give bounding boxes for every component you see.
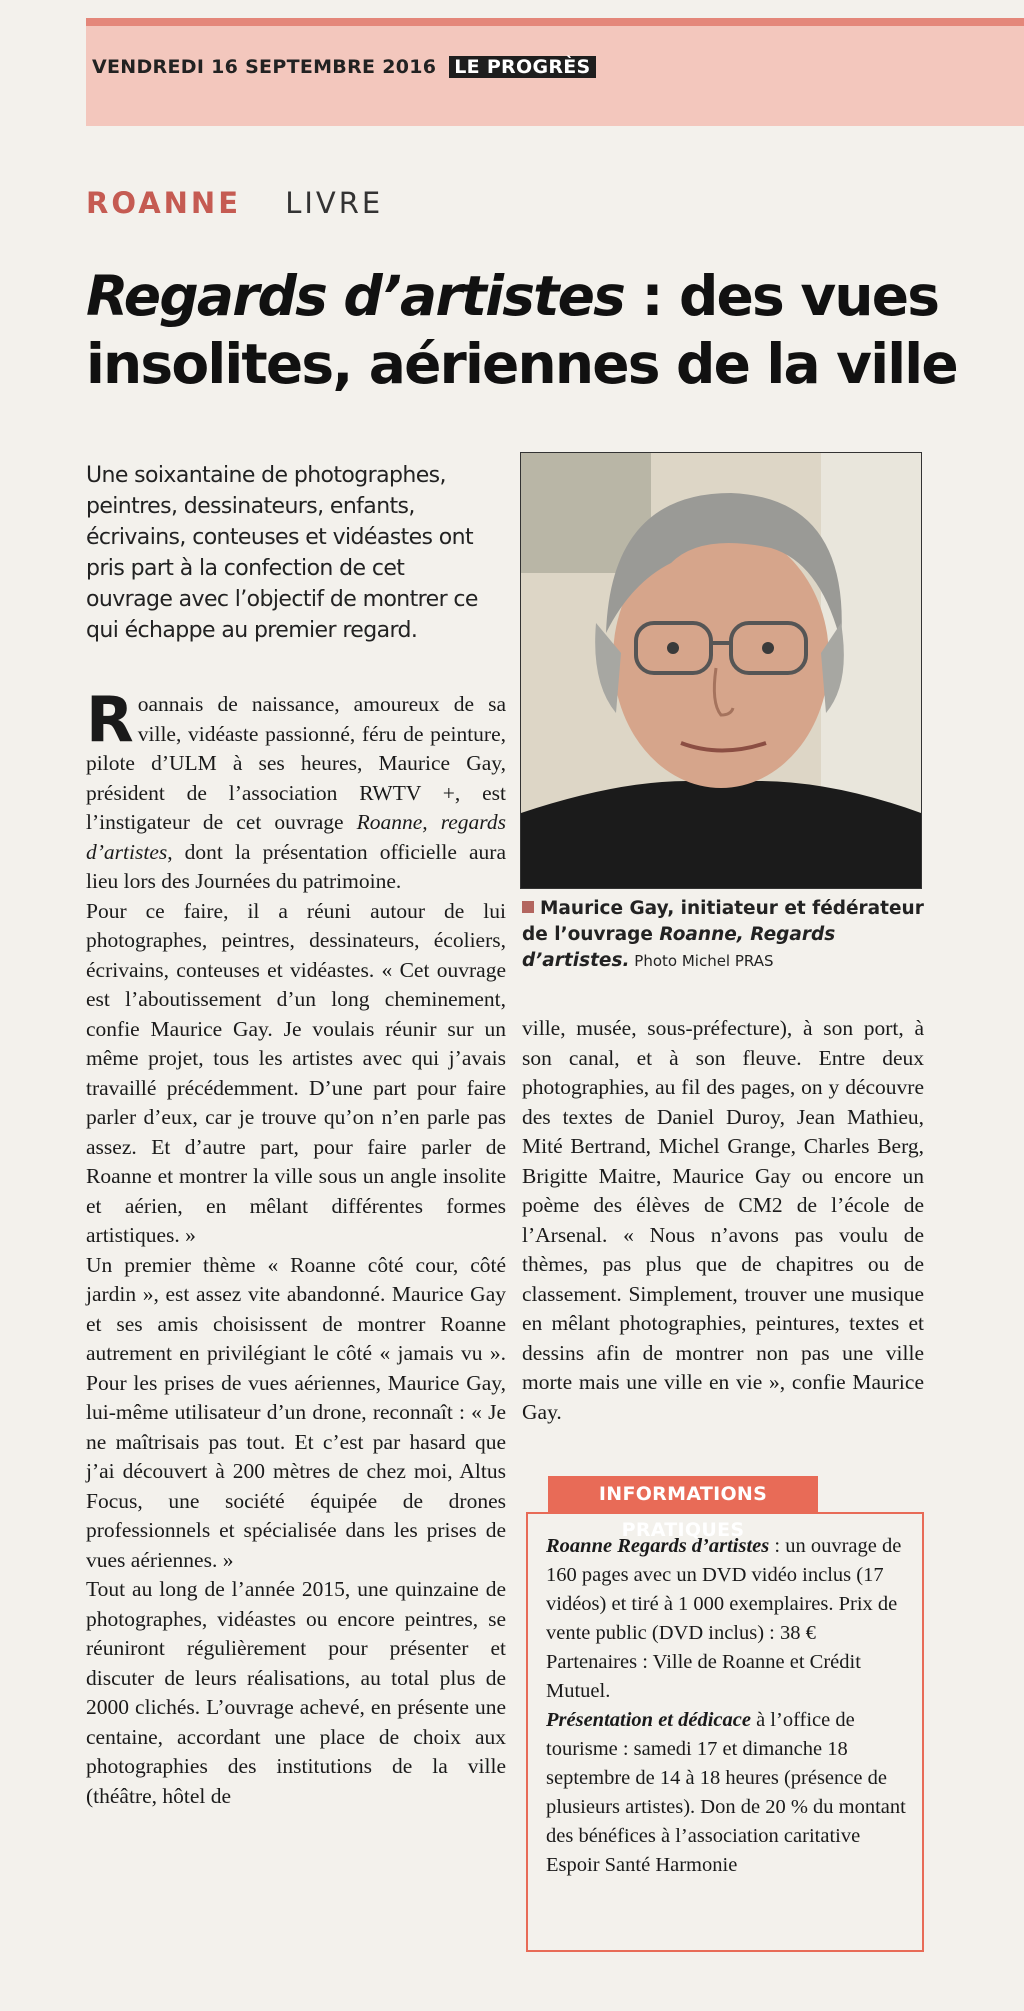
p1-text-end: , dont la présentation officielle aura lieu lors des Journées du patrimoine. (86, 839, 506, 893)
paragraph-2: Pour ce faire, il a réuni autour de lui photographes, peintres, dessinateurs, écoliers, écrivains, conteuses et vidéastes. « Cet ouvrage est l’aboutissement d’un long cheminement, confie Maurice Gay. Je voulais réunir sur un même projet, tous les artistes avec qui j’avais travaillé précédemment. D’une part pour faire parler d’eux, car je trouve qu’on n’en parle pas assez. Et d’autre part, pour faire parler de Roanne et montrer la ville sous un angle insolite et aérien, en mêlant différentes formes artistiques. » (86, 898, 506, 1247)
section-label (86, 186, 383, 220)
section-city: ROANNE (86, 186, 241, 220)
caption-text: Maurice Gay, initiateur et fédérateur de l’ouvrage (522, 898, 924, 945)
photo-credit: Photo Michel PRAS (629, 952, 774, 970)
article-body-left (86, 683, 506, 1811)
paragraph-1 (86, 683, 506, 897)
info-box-tab: INFORMATIONS PRATIQUES (548, 1476, 818, 1512)
info-details: : un ouvrage de 160 pages avec un DVD vidéo inclus (17 vidéos) et tiré à 1 000 exemplaires. Prix de vente public (DVD inclus) : 38 € Partenaires : Ville de Roanne et Crédit Mutuel. (546, 1535, 902, 1702)
dropcap: R (86, 683, 134, 756)
info-event-details: à l’office de tourisme : samedi 17 et dimanche 18 septembre de 14 à 18 heures (présence de plusieurs artistes). Don de 20 % du montant des bénéfices à l’association caritative Espoir Santé Harmonie (546, 1709, 906, 1876)
info-box-text (546, 1532, 908, 1880)
paragraph-5: ville, musée, sous-préfecture), à son port, à son canal, et à son fleuve. Entre deux photographies, au fil des pages, on y découvre des textes de Daniel Duroy, Jean Mathieu, Mité Bertrand, Michel Grange, Charles Berg, Brigitte Maitre, Maurice Gay ou encore un poème des élèves de CM2 de l’école de l’Arsenal. « Nous n’avons pas voulu de thèmes, pas plus que de chapitres ou de classement. Simplement, trouver une musique en mêlant photographies, peintures, textes et dessins afin de montrer non pas une ville morte mais une ville en vie », confie Maurice Gay. (522, 1016, 924, 1424)
article-lead: Une soixantaine de photographes, peintres, dessinateurs, enfants, écrivains, conteuses et vidéastes ont pris part à la confection de cet ouvrage avec l’objectif de montrer ce qui échappe au premier regard. (86, 463, 478, 643)
info-line-2 (546, 1706, 908, 1880)
paragraph-4: Tout au long de l’année 2015, une quinzaine de photographes, vidéastes ou encore peintres, se réuniront régulièrement pour présenter et discuter de leurs réalisations, au total plus de 2000 clichés. L’ouvrage achevé, en présente une centaine, accordant une place de choix aux photographies des institutions de la ville (théâtre, hôtel de (86, 1577, 506, 1808)
p1-text: oannais de naissance, amoureux de sa ville, vidéaste passionné, féru de peinture, pilote d’ULM à ses heures, Maurice Gay, président de l’association RWTV +, est l’instigateur de cet ouvrage (86, 692, 506, 834)
portrait-photo (520, 452, 922, 889)
caption-bullet (522, 901, 534, 913)
page-header (92, 56, 596, 78)
section-topic: LIVRE (285, 186, 384, 220)
newspaper-masthead: LE PROGRÈS (449, 56, 595, 78)
header-date: VENDREDI 16 SEPTEMBRE 2016 (92, 56, 437, 78)
info-line-1 (546, 1532, 908, 1706)
headline-italic: Regards d’artistes (86, 264, 625, 328)
book-title: Roanne, regards d’artistes (86, 810, 506, 864)
caption-title: Roanne, Regards d’artistes. (522, 924, 836, 971)
article-body-right (522, 1014, 924, 1427)
photo-caption (522, 896, 942, 974)
headline-rest: : des vues insolites, aériennes de la ville (86, 264, 957, 396)
info-book-title: Roanne Regards d’artistes (546, 1535, 770, 1557)
portrait-illustration (521, 453, 921, 888)
headline (86, 262, 986, 398)
info-event-title: Présentation et dédicace (546, 1709, 751, 1731)
paragraph-3: Un premier thème « Roanne côté cour, côté jardin », est assez vite abandonné. Maurice Gay et ses amis choisissent de montrer Roanne autrement en privilégiant le côté « jamais vu ». Pour les prises de vues aériennes, Maurice Gay, lui-même utilisateur d’un drone, reconnaît : « Je ne maîtrisais pas tout. Et c’est par hasard que j’ai découvert à 200 mètres de chez moi, Altus Focus, une société équipée de drones professionnels et spécialisée dans les prises de vues aériennes. » (86, 1252, 506, 1572)
